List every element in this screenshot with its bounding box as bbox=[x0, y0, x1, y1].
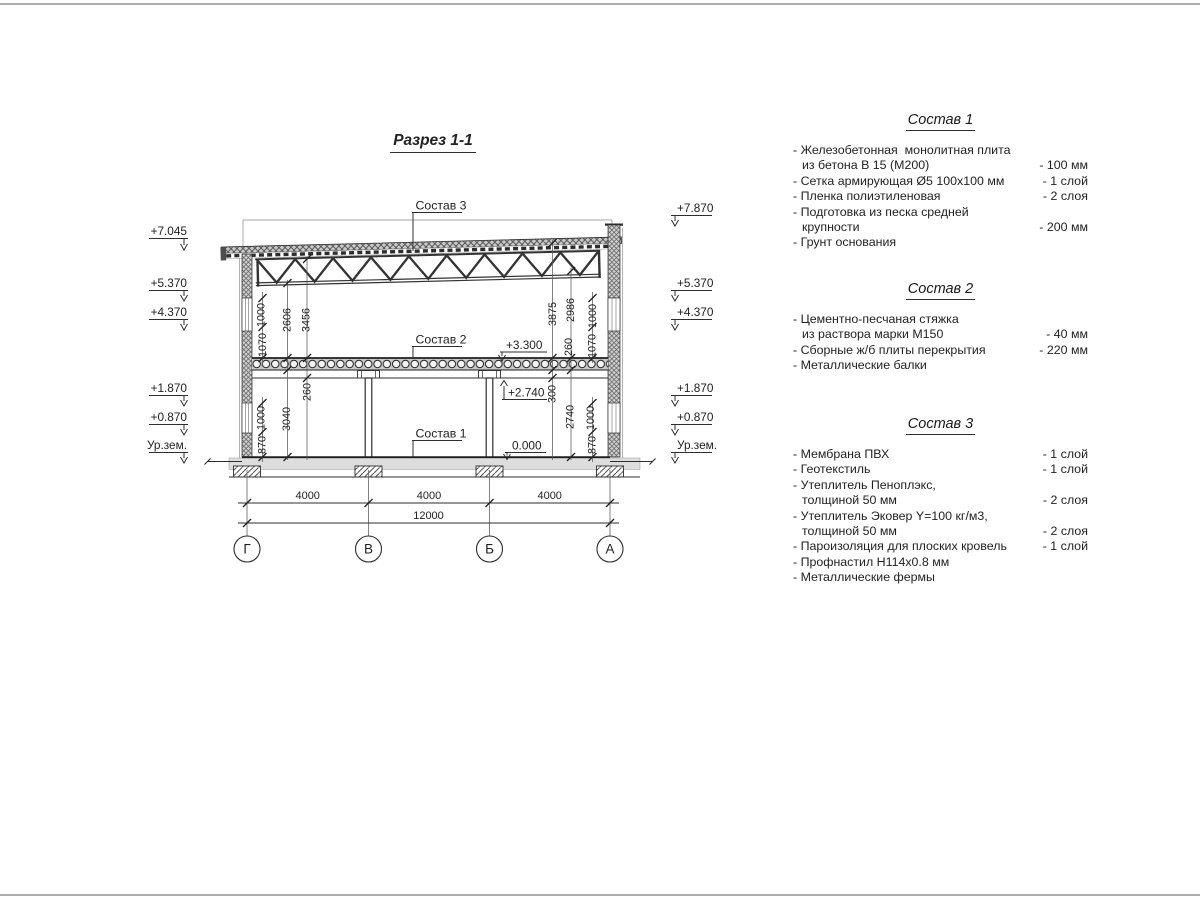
elevation-value: +7.870 bbox=[677, 201, 714, 215]
material-name: - Профнастил Н114х0.8 мм bbox=[793, 554, 950, 569]
dim-label: 870 bbox=[256, 435, 269, 455]
material-value: - 2 слоя bbox=[1042, 189, 1088, 204]
elevation-value: 0.000 bbox=[512, 438, 542, 453]
elevation-value: +2.740 bbox=[508, 385, 545, 400]
dim-label: 1070 bbox=[586, 333, 599, 359]
material-row bbox=[793, 143, 1088, 158]
composition-list-1 bbox=[793, 112, 1088, 251]
elevation-value: +7.045 bbox=[150, 224, 187, 238]
elevation-mark-ground bbox=[671, 438, 717, 463]
grid-label: Б bbox=[485, 541, 494, 557]
composition-callouts bbox=[412, 199, 467, 457]
material-row bbox=[793, 158, 1088, 173]
material-row bbox=[793, 220, 1088, 235]
material-name: - Грунт основания bbox=[793, 235, 897, 250]
elevation-mark bbox=[671, 410, 714, 435]
elevation-mark bbox=[149, 305, 188, 330]
elevation-mark bbox=[671, 276, 714, 301]
dim-label: 3456 bbox=[300, 307, 313, 333]
grid-bubbles bbox=[234, 536, 623, 562]
material-row bbox=[793, 478, 1088, 493]
material-value: - 100 мм bbox=[1039, 158, 1088, 173]
dim-label: 2740 bbox=[564, 404, 577, 430]
dim-label: 260 bbox=[301, 382, 314, 402]
material-row bbox=[793, 539, 1088, 554]
elevation-value: +0.870 bbox=[677, 410, 714, 424]
material-name: из бетона В 15 (М200) bbox=[802, 158, 930, 173]
material-row bbox=[793, 235, 1088, 250]
composition-list-3 bbox=[793, 416, 1088, 586]
material-row bbox=[793, 462, 1088, 477]
material-value: - 200 мм bbox=[1039, 220, 1088, 235]
material-row bbox=[793, 570, 1088, 585]
elevation-marks-left bbox=[147, 224, 188, 463]
ground-slab-band bbox=[229, 458, 640, 470]
material-row bbox=[793, 358, 1088, 373]
material-name: - Утеплитель Пеноплэкс, bbox=[793, 477, 936, 492]
elevation-mark-ground bbox=[147, 438, 188, 463]
dim-label: 4000 bbox=[295, 490, 320, 502]
page-bottom-border bbox=[0, 894, 1200, 896]
elevation-value: +4.370 bbox=[150, 305, 187, 319]
material-name: из раствора марки М150 bbox=[802, 327, 944, 342]
material-name: - Сетка армирующая Ø5 100х100 мм bbox=[793, 173, 1005, 188]
material-value: - 1 слой bbox=[1042, 447, 1088, 461]
material-name: толщиной 50 мм bbox=[802, 493, 897, 508]
material-name: - Металлические фермы bbox=[793, 570, 935, 585]
material-value: - 2 слоя bbox=[1042, 524, 1088, 539]
material-row bbox=[793, 205, 1088, 220]
dim-label: 1000 bbox=[255, 302, 268, 328]
bottom-dimensions bbox=[238, 470, 619, 536]
material-row bbox=[793, 174, 1088, 189]
material-name: толщиной 50 мм bbox=[802, 524, 897, 539]
material-row bbox=[793, 327, 1088, 342]
elevation-value: Ур.зем. bbox=[677, 438, 718, 452]
material-row bbox=[793, 189, 1088, 204]
dim-label: 1000 bbox=[587, 303, 599, 329]
elevation-marks-right bbox=[671, 201, 717, 463]
composition-heading bbox=[793, 416, 1088, 435]
elevation-value: +1.870 bbox=[150, 381, 187, 395]
grid-label: А bbox=[605, 541, 615, 557]
callout-sostav2 bbox=[412, 333, 467, 360]
dim-label: 3040 bbox=[281, 406, 293, 432]
elevation-mark bbox=[671, 305, 714, 330]
drawing-title-text: Разрез 1-1 bbox=[390, 132, 476, 153]
material-value: - 2 слоя bbox=[1042, 493, 1088, 508]
composition-heading-text: Состав 3 bbox=[906, 416, 975, 435]
material-row bbox=[793, 493, 1088, 508]
material-row bbox=[793, 447, 1088, 462]
material-row bbox=[793, 509, 1088, 524]
elevation-value: +5.370 bbox=[677, 276, 714, 290]
ground-and-foundation bbox=[205, 457, 656, 477]
material-name: - Металлические балки bbox=[793, 358, 927, 373]
dim-label: 1000 bbox=[585, 405, 597, 431]
material-row bbox=[793, 343, 1088, 358]
interior-columns bbox=[365, 378, 493, 458]
material-row bbox=[793, 555, 1088, 570]
elevation-mark bbox=[149, 224, 188, 250]
dim-label: 1070 bbox=[257, 332, 269, 358]
callout-label: Состав 1 bbox=[415, 426, 467, 441]
grid-label: Г bbox=[243, 541, 251, 557]
callout-sostav1 bbox=[412, 427, 467, 457]
elevation-value: +3.300 bbox=[506, 338, 543, 352]
elevation-mark bbox=[671, 201, 714, 226]
composition-list-2 bbox=[793, 281, 1088, 374]
elevation-mark bbox=[149, 276, 188, 301]
dim-label: 870 bbox=[586, 435, 599, 455]
elevation-value: +5.370 bbox=[150, 276, 187, 290]
grid-label: В bbox=[363, 541, 374, 557]
material-name: - Пароизоляция для плоских кровель bbox=[793, 539, 1007, 554]
composition-heading-text: Состав 1 bbox=[906, 112, 975, 131]
material-value: - 1 слой bbox=[1042, 173, 1088, 188]
material-value: - 1 слой bbox=[1042, 539, 1088, 554]
material-name: - Мембрана ПВХ bbox=[793, 447, 890, 461]
elevation-marks-inner bbox=[499, 338, 548, 460]
elevation-value: Ур.зем. bbox=[146, 438, 187, 452]
material-name: - Железобетонная монолитная плита bbox=[793, 143, 1011, 157]
material-row bbox=[793, 312, 1088, 327]
material-value: - 40 мм bbox=[1046, 327, 1088, 342]
composition-heading-text: Состав 2 bbox=[906, 281, 975, 300]
material-name: - Пленка полиэтиленовая bbox=[793, 189, 941, 204]
elevation-mark bbox=[149, 410, 188, 435]
material-name: - Геотекстиль bbox=[793, 462, 871, 477]
dim-label-total: 12000 bbox=[413, 510, 444, 522]
elevation-mark bbox=[671, 381, 714, 406]
dim-label: 1000 bbox=[255, 405, 268, 431]
elevation-mark bbox=[149, 381, 188, 406]
material-name: - Подготовка из песка средней bbox=[793, 204, 969, 219]
eave-drip-edge bbox=[220, 247, 226, 261]
material-name: крупности bbox=[802, 220, 860, 235]
composition-heading bbox=[793, 281, 1088, 300]
material-row bbox=[793, 524, 1088, 539]
dim-label: 2986 bbox=[565, 297, 577, 323]
elevation-value: +1.870 bbox=[677, 381, 714, 395]
dim-label: 300 bbox=[546, 384, 559, 404]
callout-label: Состав 3 bbox=[415, 198, 467, 213]
material-name: - Утеплитель Эковер Y=100 кг/м3, bbox=[793, 508, 988, 523]
material-name: - Цементно-песчаная стяжка bbox=[793, 312, 959, 326]
material-value: - 220 мм bbox=[1039, 342, 1088, 357]
material-value: - 1 слой bbox=[1042, 462, 1088, 477]
dim-label: 3875 bbox=[547, 301, 559, 327]
elevation-mark bbox=[501, 381, 548, 400]
elevation-value: +4.370 bbox=[677, 305, 714, 319]
roof-assembly bbox=[220, 237, 622, 288]
material-name: - Сборные ж/б плиты перекрытия bbox=[793, 342, 986, 357]
dim-label: 260 bbox=[563, 337, 575, 357]
elevation-value: +0.870 bbox=[150, 410, 187, 424]
composition-heading bbox=[793, 112, 1088, 131]
dim-label: 2606 bbox=[281, 307, 294, 333]
callout-label: Состав 2 bbox=[415, 332, 467, 347]
dim-label: 4000 bbox=[537, 490, 562, 502]
dim-label: 4000 bbox=[416, 490, 442, 502]
column-caps bbox=[358, 371, 501, 379]
section-view-drawing bbox=[0, 0, 760, 640]
